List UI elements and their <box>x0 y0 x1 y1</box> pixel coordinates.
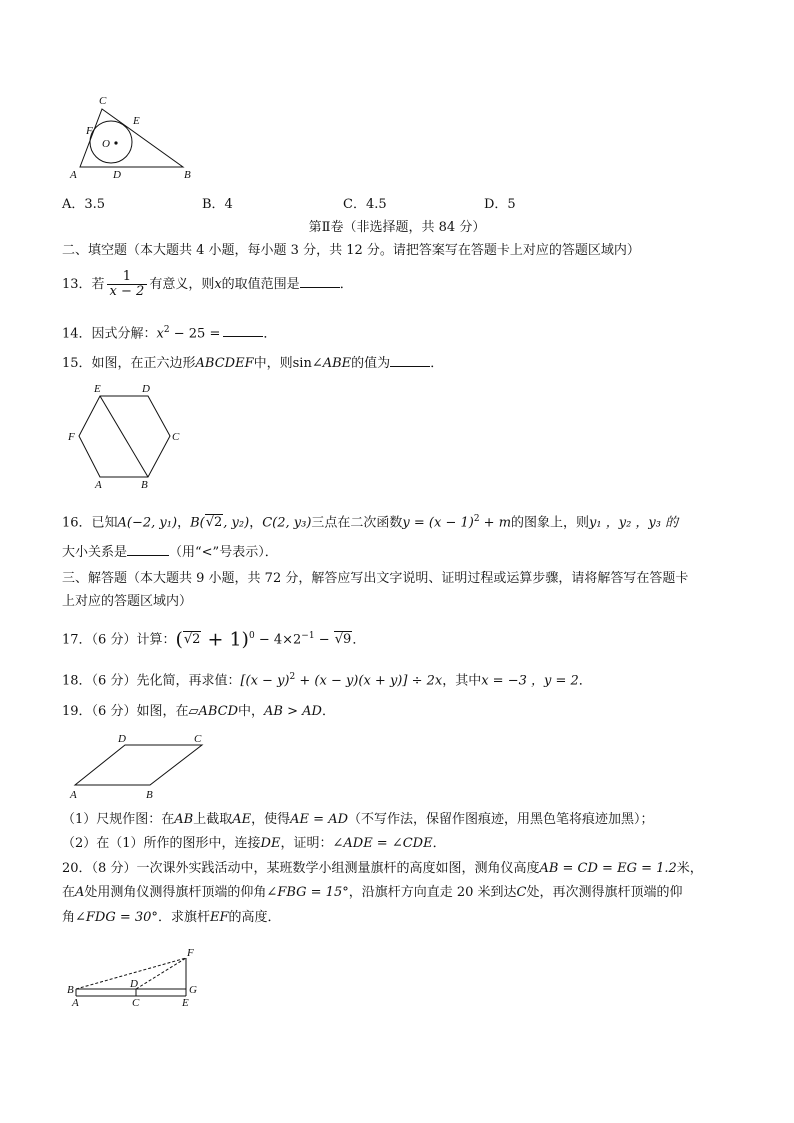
section3-heading-line2: 上对应的答题区域内） <box>62 594 193 609</box>
question-14: 14．因式分解：$x^2 - 25$ = ． <box>62 325 277 342</box>
question-19-part2: （2）在（1）所作的图形中，连接DE，证明：∠ADE = ∠CDE． <box>62 836 446 851</box>
label-E: E <box>133 115 140 127</box>
answer-blank[interactable] <box>127 543 169 556</box>
q12-option-b: B．4 <box>202 197 233 212</box>
label-F: F <box>187 947 194 959</box>
label-D: D <box>118 733 126 745</box>
label-B: B <box>184 169 191 181</box>
answer-blank[interactable] <box>223 324 263 337</box>
section3-heading-line1: 三、解答题（本大题共 9 小题，共 72 分，解答应写出文字说明、证明过程或运算步骤，请将解答写在答题卡 <box>62 571 689 586</box>
answer-blank[interactable] <box>300 275 340 288</box>
question-16-line2: 大小关系是 （用“<”号表示）． <box>62 545 278 560</box>
label-E: E <box>94 383 101 395</box>
question-19: 19．（6 分）如图，在▱ABCD中，AB > AD． <box>62 704 335 719</box>
q12-option-c: C．4.5 <box>343 197 387 212</box>
answer-blank[interactable] <box>390 354 430 367</box>
q12-triangle-figure <box>60 92 200 182</box>
label-C: C <box>172 431 180 443</box>
label-B: B <box>67 984 74 996</box>
sqrt: √2 <box>205 515 223 531</box>
question-13: 13．若 $\frac{1}{x - 2}$ 有意义，则x的取值范围是 ． <box>62 269 353 299</box>
question-20-line2: 在A处用测角仪测得旗杆顶端的仰角∠FBG = 15°，沿旗杆方向直走 20 米到达C处，再次测得旗杆顶端的仰 <box>62 885 683 900</box>
q19-parallelogram-figure <box>62 733 222 803</box>
label-E: E <box>182 997 189 1009</box>
label-F: F <box>68 431 75 443</box>
label-A: A <box>70 789 77 801</box>
question-19-part1: （1）尺规作图：在AB上截取AE，使得AE = AD（不写作法，保留作图痕迹，用黑色笔将痕迹加黑）； <box>62 812 654 827</box>
q12-option-a: A．3.5 <box>62 197 106 212</box>
q20-flagpole-figure <box>62 944 222 1009</box>
question-15: 15．如图，在正六边形ABCDEF中，则sin∠ABE的值为 ． <box>62 356 444 371</box>
question-20-line1: 20．（8 分）一次课外实践活动中，某班数学小组测量旗杆的高度如图，测角仪高度AB = CD = EG = 1.2米， <box>62 861 703 876</box>
fraction: $\frac{1}{x - 2}$ <box>107 270 148 299</box>
label-C: C <box>132 997 140 1009</box>
question-18: 18．（6 分）先化简，再求值：$[(x - y)^2 + (x - y)(x + y)] \div 2x$，其中x = −3 ，y = 2． <box>62 672 592 689</box>
label-B: B <box>146 789 153 801</box>
question-20-line3: 角∠FDG = 30°．求旗杆EF的高度． <box>62 910 281 925</box>
q12-option-d: D．5 <box>484 197 516 212</box>
label-A: A <box>72 997 79 1009</box>
label-O: O <box>102 138 110 150</box>
label-D: D <box>130 978 138 990</box>
label-F: F <box>86 125 93 137</box>
label-A: A <box>95 479 102 491</box>
label-C: C <box>194 733 202 745</box>
label-D: D <box>113 169 121 181</box>
question-17: 17．（6 分）计算：$(√2 + 1)^0 - 4\times 2^{-1} - √9$． <box>62 628 366 651</box>
part2-title: 第Ⅱ卷（非选择题，共 84 分） <box>308 220 486 235</box>
label-B: B <box>141 479 148 491</box>
label-G: G <box>189 984 197 996</box>
label-D: D <box>142 383 150 395</box>
label-A: A <box>70 169 77 181</box>
q15-hexagon-figure <box>62 384 192 489</box>
label-C: C <box>99 95 107 107</box>
section2-heading: 二、填空题（本大题共 4 小题，每小题 3 分，共 12 分。请把答案写在答题卡上对应的答题区域内） <box>62 243 640 258</box>
question-16-line1: 16．已知A(−2, y₁)，B(√2, y₂)，C(2, y₃)三点在二次函数$y = (x - 1)^2 + m$的图象上，则y₁ ，y₂ ，y₃ 的 <box>62 514 679 531</box>
